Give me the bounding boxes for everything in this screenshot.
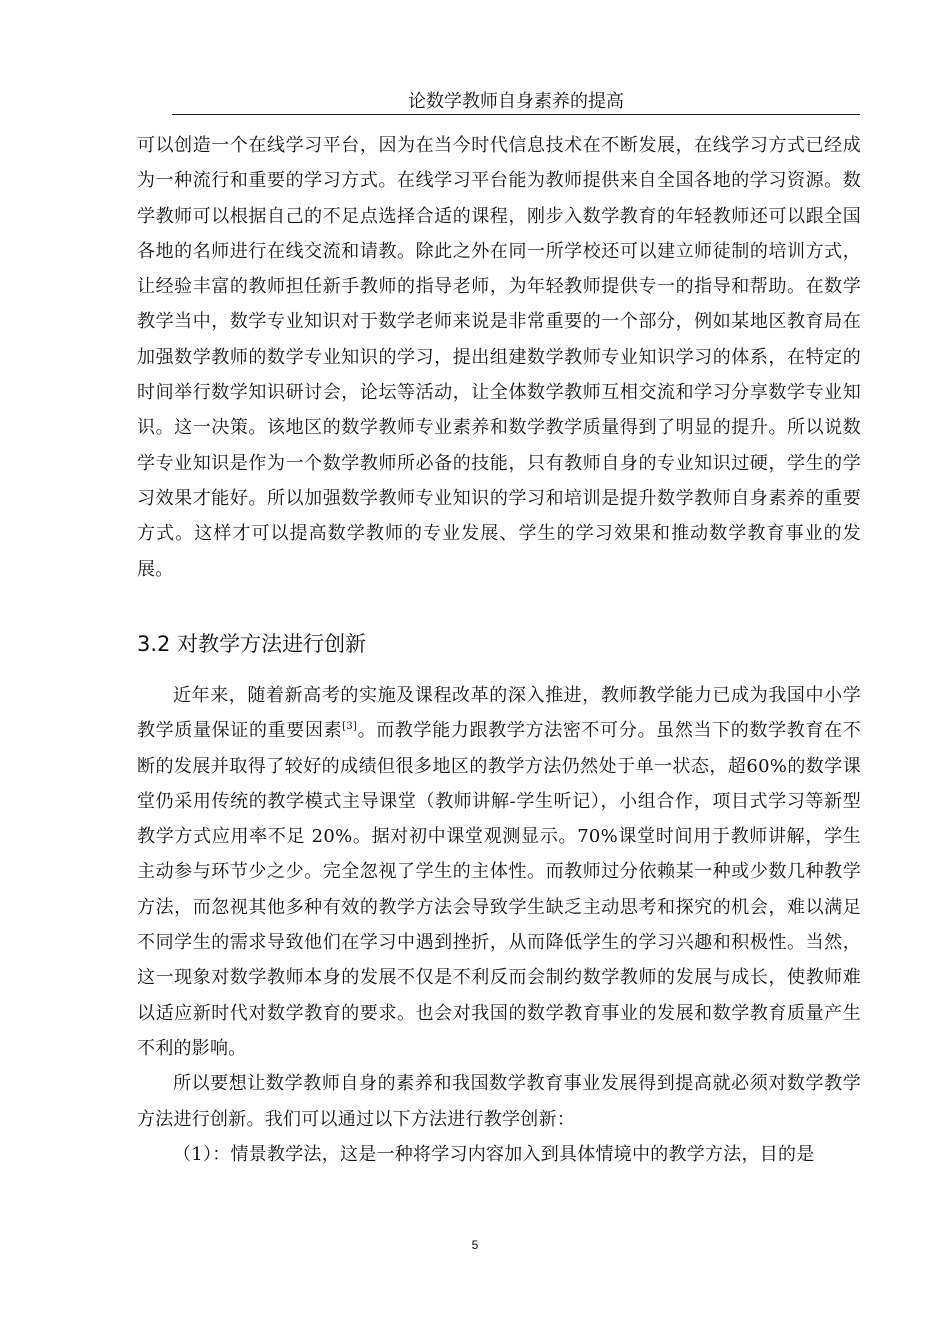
body-text-top bbox=[137, 128, 861, 587]
paragraph-4: （1）：情景教学法，这是一种将学习内容加入到具体情境中的教学方法，目的是 bbox=[173, 1143, 815, 1165]
citation-mark: [3] bbox=[342, 721, 358, 733]
continuation-paragraph: 可以创造一个在线学习平台，因为在当今时代信息技术在不断发展，在线学习方式已经成为一种流行和重要的学习方式。在线学习平台能为教师提供来自全国各地的学习资源。数学教师可以根据自己的不足点选择合适的课程，刚步入数学教育的年轻教师还可以跟全国各地的名师进行在线交流和请教。除此之外在同一所学校还可以建立师徒制的培训方式，让经验丰富的教师担任新手教师的指导老师，为年轻教师提供专一的指导和帮助。在数学教学当中，数学专业知识对于数学老师来说是非常重要的一个部分，例如某地区教育局在加强数学教师的数学专业知识的学习，提出组建数学教师专业知识学习的体系，在特定的时间举行数学知识研讨会，论坛等活动，让全体数学教师互相交流和学习分享数学专业知识。这一决策。该地区的数学教师专业素养和数学教学质量得到了明显的提升。所以说数学专业知识是作为一个数学教师所必备的技能，只有教师自身的专业知识过硬，学生的学习效果才能好。所以加强数学教师专业知识的学习和培训是提升数学教师自身素养的重要方式。这样才可以提高数学教师的专业发展、学生的学习效果和推动数学教育事业的发展。 bbox=[137, 135, 861, 580]
section-heading: 3.2 对教学方法进行创新 bbox=[137, 632, 367, 656]
paragraph-2 bbox=[137, 678, 861, 1066]
page-number: 5 bbox=[471, 1238, 479, 1252]
paragraph-2-text-b: 。而教学能力跟教学方法密不可分。虽然当下的数学教育在不断的发展并取得了较好的成绩但很多地区的教学方法仍然处于单一状态，超60%的数学课堂仍采用传统的教学模式主导课堂（教师讲解-学生听记），小组合作，项目式学习等新型教学方式应用率不足 20%。据对初中课堂观测显示。70%课堂时间用于教师讲解，学生主动参与环节少之少。完全忽视了学生的主体性。而教师过分依赖某一种或少数几种教学方法，而忽视其他多种有效的教学方法会导致学生缺乏主动思考和探究的机会，难以满足不同学生的需求导致他们在学习中遇到挫折，从而降低学生的学习兴趣和积极性。当然，这一现象对数学教师本身的发展不仅是不利反而会制约数学教师的发展与成长，使教师难以适应新时代对数学教育的要求。也会对我国的数学教育事业的发展和数学教育质量产生不利的影响。 bbox=[137, 720, 862, 1059]
body-text-section bbox=[137, 678, 861, 1172]
running-header-title: 论数学教师自身素养的提高 bbox=[408, 91, 624, 112]
paragraph-3: 所以要想让数学教师自身的素养和我国数学教育事业发展得到提高就必须对数学教学方法进行创新。我们可以通过以下方法进行教学创新： bbox=[137, 1073, 861, 1130]
header-rule bbox=[172, 114, 860, 115]
paragraph-2-text-a: 近年来，随着新高考的实施及课程改革的深入推进，教师教学能力已成为我国中小学教学质量保证的重要因素 bbox=[137, 685, 861, 742]
